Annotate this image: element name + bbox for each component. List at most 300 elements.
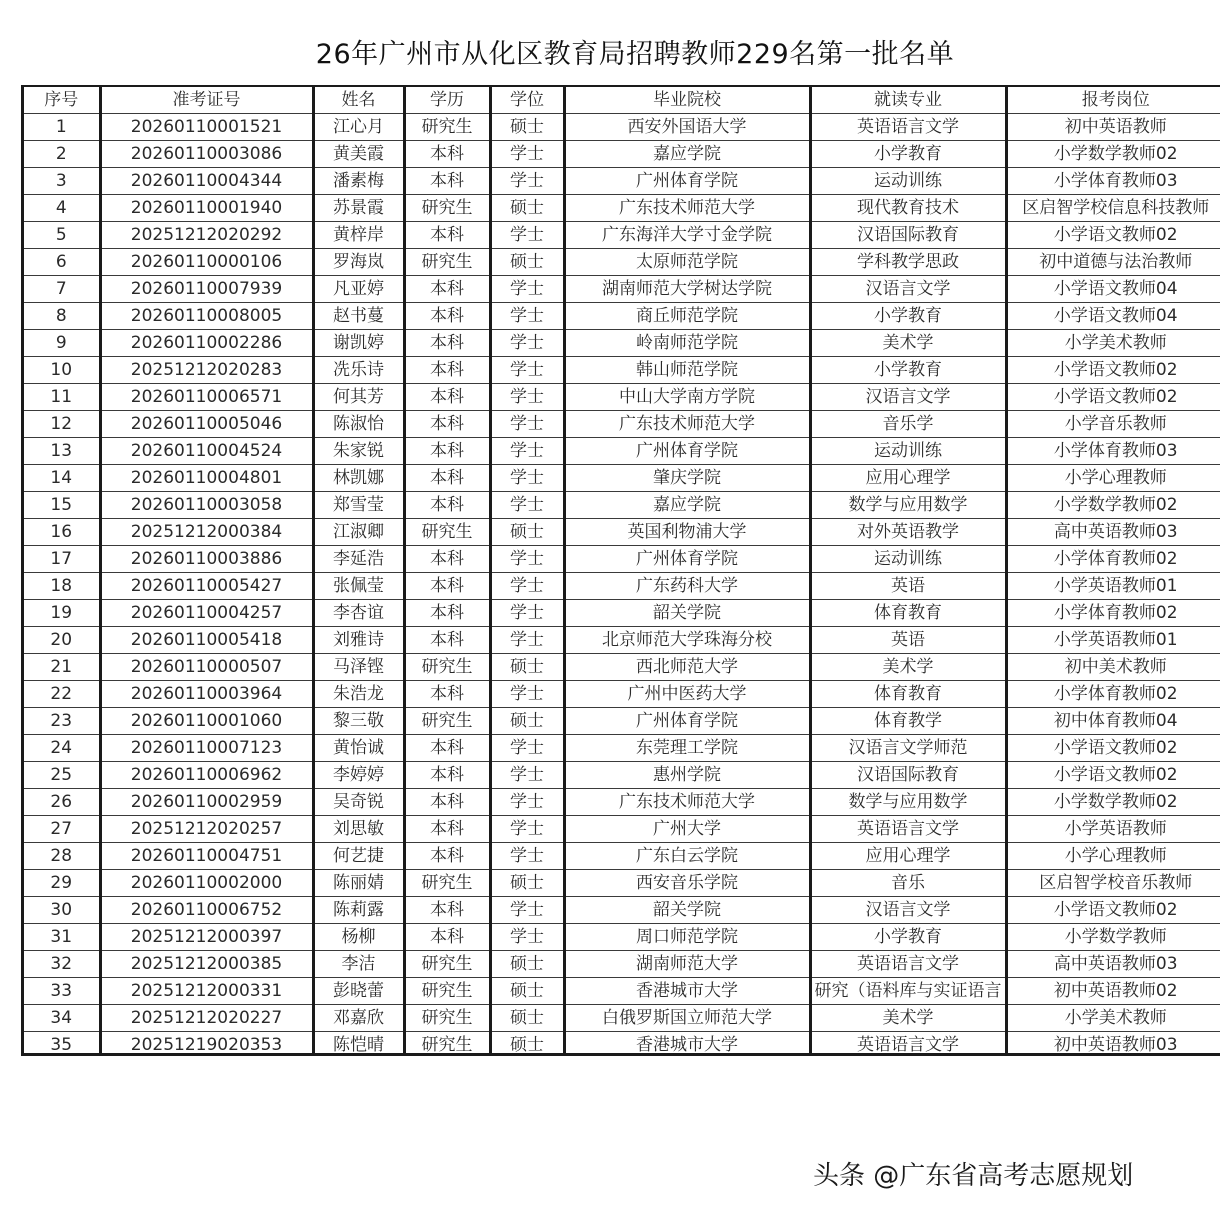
cell-degree: 学士: [490, 735, 564, 762]
cell-position: 小学数学教师02: [1006, 141, 1220, 168]
cell-school: 东莞理工学院: [564, 735, 810, 762]
table-row: [24, 951, 1220, 978]
cell-school: 广东海洋大学寸金学院: [564, 222, 810, 249]
cell-degree: 学士: [490, 600, 564, 627]
cell-education: 本科: [404, 735, 490, 762]
cell-education: 本科: [404, 789, 490, 816]
table-row: [24, 897, 1220, 924]
table-row: [24, 708, 1220, 735]
table-row: [24, 357, 1220, 384]
cell-education: 本科: [404, 141, 490, 168]
cell-degree: 硕士: [490, 249, 564, 276]
cell-position: 初中体育教师04: [1006, 708, 1220, 735]
cell-education: 研究生: [404, 870, 490, 897]
cell-position: 小学体育教师02: [1006, 600, 1220, 627]
cell-school: 广州中医药大学: [564, 681, 810, 708]
cell-degree: 学士: [490, 303, 564, 330]
cell-school: 西北师范大学: [564, 654, 810, 681]
cell-index: 11: [24, 384, 100, 411]
table-row: [24, 573, 1220, 600]
cell-index: 35: [24, 1032, 100, 1057]
cell-position: 小学语文教师02: [1006, 762, 1220, 789]
cell-position: 初中英语教师03: [1006, 1032, 1220, 1057]
cell-exam-id: 20260110004751: [100, 843, 313, 870]
cell-exam-id: 20260110004801: [100, 465, 313, 492]
roster-table-container: [21, 85, 1220, 1056]
cell-exam-id: 20260110001521: [100, 114, 313, 141]
cell-exam-id: 20251212000384: [100, 519, 313, 546]
cell-degree: 硕士: [490, 1032, 564, 1057]
cell-major: 应用心理学: [810, 465, 1006, 492]
cell-education: 本科: [404, 222, 490, 249]
cell-degree: 硕士: [490, 870, 564, 897]
cell-position: 小学语文教师02: [1006, 357, 1220, 384]
cell-exam-id: 20260110005418: [100, 627, 313, 654]
cell-name: 陈恺晴: [313, 1032, 404, 1057]
cell-name: 何艺捷: [313, 843, 404, 870]
cell-school: 广东技术师范大学: [564, 411, 810, 438]
cell-exam-id: 20260110006962: [100, 762, 313, 789]
table-row: [24, 978, 1220, 1005]
cell-major: 运动训练: [810, 546, 1006, 573]
cell-major: 运动训练: [810, 168, 1006, 195]
cell-degree: 学士: [490, 168, 564, 195]
cell-degree: 学士: [490, 627, 564, 654]
cell-school: 广东技术师范大学: [564, 789, 810, 816]
table-row: [24, 600, 1220, 627]
cell-education: 研究生: [404, 708, 490, 735]
cell-name: 李杏谊: [313, 600, 404, 627]
cell-position: 区启智学校音乐教师: [1006, 870, 1220, 897]
cell-degree: 学士: [490, 573, 564, 600]
cell-degree: 硕士: [490, 654, 564, 681]
cell-index: 4: [24, 195, 100, 222]
cell-exam-id: 20260110002959: [100, 789, 313, 816]
cell-major: 英语: [810, 573, 1006, 600]
cell-name: 陈淑怡: [313, 411, 404, 438]
cell-major: 汉语言文学: [810, 276, 1006, 303]
cell-name: 彭晓蕾: [313, 978, 404, 1005]
cell-index: 19: [24, 600, 100, 627]
cell-position: 小学语文教师04: [1006, 303, 1220, 330]
cell-school: 商丘师范学院: [564, 303, 810, 330]
cell-education: 本科: [404, 546, 490, 573]
cell-position: 高中英语教师03: [1006, 951, 1220, 978]
cell-education: 本科: [404, 843, 490, 870]
page-title: 26年广州市从化区教育局招聘教师229名第一批名单: [315, 39, 955, 70]
cell-major: 英语语言文学: [810, 816, 1006, 843]
cell-name: 马泽铿: [313, 654, 404, 681]
cell-exam-id: 20260110003086: [100, 141, 313, 168]
cell-degree: 硕士: [490, 519, 564, 546]
cell-name: 李延浩: [313, 546, 404, 573]
cell-index: 34: [24, 1005, 100, 1032]
cell-name: 黎三敬: [313, 708, 404, 735]
cell-name: 黄怡诚: [313, 735, 404, 762]
cell-exam-id: 20260110004257: [100, 600, 313, 627]
cell-education: 本科: [404, 681, 490, 708]
cell-index: 18: [24, 573, 100, 600]
cell-position: 小学英语教师: [1006, 816, 1220, 843]
cell-education: 本科: [404, 168, 490, 195]
cell-name: 朱家锐: [313, 438, 404, 465]
cell-name: 凡亚婷: [313, 276, 404, 303]
cell-name: 黄梓岸: [313, 222, 404, 249]
cell-exam-id: 20260110005427: [100, 573, 313, 600]
cell-exam-id: 20251212020292: [100, 222, 313, 249]
cell-school: 太原师范学院: [564, 249, 810, 276]
cell-major: 汉语言文学: [810, 897, 1006, 924]
table-row: [24, 168, 1220, 195]
table-row: [24, 411, 1220, 438]
cell-school: 中山大学南方学院: [564, 384, 810, 411]
cell-name: 李洁: [313, 951, 404, 978]
cell-degree: 学士: [490, 492, 564, 519]
cell-major: 汉语言文学师范: [810, 735, 1006, 762]
cell-exam-id: 20260110000507: [100, 654, 313, 681]
cell-school: 嘉应学院: [564, 141, 810, 168]
cell-school: 周口师范学院: [564, 924, 810, 951]
cell-exam-id: 20251212000385: [100, 951, 313, 978]
cell-school: 广东药科大学: [564, 573, 810, 600]
cell-exam-id: 20260110004524: [100, 438, 313, 465]
cell-index: 8: [24, 303, 100, 330]
cell-degree: 学士: [490, 222, 564, 249]
cell-degree: 学士: [490, 762, 564, 789]
cell-education: 研究生: [404, 114, 490, 141]
cell-position: 小学英语教师01: [1006, 573, 1220, 600]
cell-position: 小学心理教师: [1006, 465, 1220, 492]
cell-degree: 学士: [490, 438, 564, 465]
table-row: [24, 141, 1220, 168]
cell-major: 体育教学: [810, 708, 1006, 735]
cell-position: 高中英语教师03: [1006, 519, 1220, 546]
cell-major: 音乐学: [810, 411, 1006, 438]
table-row: [24, 627, 1220, 654]
cell-exam-id: 20260110003058: [100, 492, 313, 519]
cell-position: 小学语文教师02: [1006, 735, 1220, 762]
cell-position: 小学英语教师01: [1006, 627, 1220, 654]
cell-school: 西安外国语大学: [564, 114, 810, 141]
table-row: [24, 195, 1220, 222]
cell-position: 小学心理教师: [1006, 843, 1220, 870]
table-row: [24, 519, 1220, 546]
table-row: [24, 249, 1220, 276]
cell-index: 2: [24, 141, 100, 168]
cell-major: 英语语言文学: [810, 114, 1006, 141]
cell-index: 12: [24, 411, 100, 438]
cell-index: 31: [24, 924, 100, 951]
cell-index: 6: [24, 249, 100, 276]
cell-major: 汉语言文学: [810, 384, 1006, 411]
cell-major: 美术学: [810, 330, 1006, 357]
cell-name: 苏景霞: [313, 195, 404, 222]
cell-education: 本科: [404, 411, 490, 438]
table-row: [24, 492, 1220, 519]
column-header-name: 姓名: [313, 87, 404, 114]
cell-major: 数学与应用数学: [810, 789, 1006, 816]
cell-name: 郑雪莹: [313, 492, 404, 519]
table-row: [24, 735, 1220, 762]
cell-degree: 学士: [490, 411, 564, 438]
table-header-row: [24, 87, 1220, 114]
cell-exam-id: 20260110007939: [100, 276, 313, 303]
cell-degree: 硕士: [490, 951, 564, 978]
table-row: [24, 438, 1220, 465]
cell-position: 初中道德与法治教师: [1006, 249, 1220, 276]
table-row: [24, 276, 1220, 303]
cell-education: 研究生: [404, 1032, 490, 1057]
cell-major: 美术学: [810, 1005, 1006, 1032]
cell-school: 湖南师范大学: [564, 951, 810, 978]
cell-position: 小学语文教师04: [1006, 276, 1220, 303]
cell-major: 学科教学思政: [810, 249, 1006, 276]
cell-major: 美术学: [810, 654, 1006, 681]
cell-name: 江心月: [313, 114, 404, 141]
cell-exam-id: 20260110005046: [100, 411, 313, 438]
cell-position: 小学语文教师02: [1006, 384, 1220, 411]
cell-position: 小学数学教师02: [1006, 789, 1220, 816]
cell-position: 小学数学教师02: [1006, 492, 1220, 519]
cell-school: 肇庆学院: [564, 465, 810, 492]
column-header-education: 学历: [404, 87, 490, 114]
roster-body: [24, 114, 1220, 1057]
cell-major: 英语: [810, 627, 1006, 654]
cell-school: 香港城市大学: [564, 978, 810, 1005]
cell-education: 本科: [404, 897, 490, 924]
cell-exam-id: 20260110000106: [100, 249, 313, 276]
cell-school: 嘉应学院: [564, 492, 810, 519]
table-row: [24, 681, 1220, 708]
cell-major: 现代教育技术: [810, 195, 1006, 222]
cell-index: 29: [24, 870, 100, 897]
table-row: [24, 1032, 1220, 1057]
cell-position: 小学体育教师03: [1006, 168, 1220, 195]
cell-index: 20: [24, 627, 100, 654]
table-row: [24, 843, 1220, 870]
cell-name: 黄美霞: [313, 141, 404, 168]
cell-index: 25: [24, 762, 100, 789]
table-row: [24, 870, 1220, 897]
cell-exam-id: 20251212020227: [100, 1005, 313, 1032]
cell-name: 邓嘉欣: [313, 1005, 404, 1032]
cell-education: 研究生: [404, 1005, 490, 1032]
cell-degree: 学士: [490, 330, 564, 357]
cell-index: 32: [24, 951, 100, 978]
column-header-index: 序号: [24, 87, 100, 114]
cell-major: 音乐: [810, 870, 1006, 897]
cell-degree: 学士: [490, 357, 564, 384]
cell-name: 潘素梅: [313, 168, 404, 195]
cell-degree: 学士: [490, 843, 564, 870]
cell-major: 英语语言文学: [810, 951, 1006, 978]
table-row: [24, 762, 1220, 789]
cell-major: 应用心理学: [810, 843, 1006, 870]
cell-exam-id: 20251212020283: [100, 357, 313, 384]
cell-school: 广州体育学院: [564, 438, 810, 465]
cell-education: 本科: [404, 465, 490, 492]
cell-index: 17: [24, 546, 100, 573]
cell-index: 21: [24, 654, 100, 681]
cell-position: 小学体育教师03: [1006, 438, 1220, 465]
cell-index: 1: [24, 114, 100, 141]
cell-exam-id: 20251212020257: [100, 816, 313, 843]
cell-degree: 硕士: [490, 195, 564, 222]
cell-degree: 学士: [490, 546, 564, 573]
column-header-major: 就读专业: [810, 87, 1006, 114]
cell-index: 15: [24, 492, 100, 519]
cell-education: 本科: [404, 492, 490, 519]
cell-name: 何其芳: [313, 384, 404, 411]
cell-index: 3: [24, 168, 100, 195]
cell-degree: 硕士: [490, 708, 564, 735]
cell-degree: 硕士: [490, 978, 564, 1005]
cell-index: 24: [24, 735, 100, 762]
cell-education: 本科: [404, 357, 490, 384]
cell-major: 体育教育: [810, 600, 1006, 627]
cell-name: 冼乐诗: [313, 357, 404, 384]
cell-education: 研究生: [404, 978, 490, 1005]
cell-major: 汉语国际教育: [810, 762, 1006, 789]
cell-school: 香港城市大学: [564, 1032, 810, 1057]
cell-major: 研究（语料库与实证语言: [810, 978, 1006, 1005]
cell-education: 研究生: [404, 249, 490, 276]
cell-school: 湖南师范大学树达学院: [564, 276, 810, 303]
cell-position: 小学体育教师02: [1006, 681, 1220, 708]
cell-exam-id: 20260110008005: [100, 303, 313, 330]
cell-major: 小学教育: [810, 141, 1006, 168]
table-row: [24, 222, 1220, 249]
cell-index: 26: [24, 789, 100, 816]
table-row: [24, 303, 1220, 330]
cell-exam-id: 20260110002286: [100, 330, 313, 357]
cell-major: 小学教育: [810, 357, 1006, 384]
cell-name: 李婷婷: [313, 762, 404, 789]
cell-degree: 学士: [490, 141, 564, 168]
cell-education: 本科: [404, 600, 490, 627]
table-row: [24, 384, 1220, 411]
cell-position: 小学数学教师: [1006, 924, 1220, 951]
cell-major: 小学教育: [810, 924, 1006, 951]
table-row: [24, 1005, 1220, 1032]
cell-school: 西安音乐学院: [564, 870, 810, 897]
cell-education: 研究生: [404, 951, 490, 978]
cell-degree: 学士: [490, 384, 564, 411]
column-header-degree: 学位: [490, 87, 564, 114]
cell-degree: 学士: [490, 276, 564, 303]
cell-name: 江淑卿: [313, 519, 404, 546]
cell-education: 本科: [404, 384, 490, 411]
cell-school: 韶关学院: [564, 600, 810, 627]
cell-position: 小学美术教师: [1006, 330, 1220, 357]
cell-name: 赵书蔓: [313, 303, 404, 330]
cell-name: 陈丽婧: [313, 870, 404, 897]
cell-education: 研究生: [404, 195, 490, 222]
cell-name: 刘雅诗: [313, 627, 404, 654]
cell-school: 韩山师范学院: [564, 357, 810, 384]
cell-school: 广州大学: [564, 816, 810, 843]
cell-exam-id: 20251219020353: [100, 1032, 313, 1057]
roster-table: [24, 87, 1220, 1056]
cell-index: 16: [24, 519, 100, 546]
cell-major: 汉语国际教育: [810, 222, 1006, 249]
column-header-exam-id: 准考证号: [100, 87, 313, 114]
cell-name: 吴奇锐: [313, 789, 404, 816]
cell-name: 林凯娜: [313, 465, 404, 492]
cell-education: 本科: [404, 438, 490, 465]
cell-position: 初中美术教师: [1006, 654, 1220, 681]
cell-education: 研究生: [404, 519, 490, 546]
cell-degree: 学士: [490, 681, 564, 708]
cell-index: 30: [24, 897, 100, 924]
cell-name: 张佩莹: [313, 573, 404, 600]
cell-index: 10: [24, 357, 100, 384]
cell-position: 小学语文教师02: [1006, 222, 1220, 249]
cell-education: 本科: [404, 762, 490, 789]
cell-index: 9: [24, 330, 100, 357]
cell-exam-id: 20251212000397: [100, 924, 313, 951]
cell-degree: 学士: [490, 465, 564, 492]
cell-position: 小学语文教师02: [1006, 897, 1220, 924]
cell-school: 英国利物浦大学: [564, 519, 810, 546]
cell-index: 5: [24, 222, 100, 249]
cell-position: 区启智学校信息科技教师: [1006, 195, 1220, 222]
cell-exam-id: 20260110002000: [100, 870, 313, 897]
cell-index: 7: [24, 276, 100, 303]
column-header-position: 报考岗位: [1006, 87, 1220, 114]
cell-degree: 硕士: [490, 1005, 564, 1032]
cell-school: 广州体育学院: [564, 546, 810, 573]
cell-education: 本科: [404, 924, 490, 951]
cell-exam-id: 20251212000331: [100, 978, 313, 1005]
cell-position: 初中英语教师: [1006, 114, 1220, 141]
cell-exam-id: 20260110003964: [100, 681, 313, 708]
cell-index: 27: [24, 816, 100, 843]
cell-index: 33: [24, 978, 100, 1005]
cell-position: 初中英语教师02: [1006, 978, 1220, 1005]
cell-name: 朱浩龙: [313, 681, 404, 708]
cell-index: 22: [24, 681, 100, 708]
cell-name: 谢凯婷: [313, 330, 404, 357]
cell-position: 小学音乐教师: [1006, 411, 1220, 438]
cell-education: 本科: [404, 573, 490, 600]
cell-education: 本科: [404, 816, 490, 843]
cell-exam-id: 20260110006752: [100, 897, 313, 924]
cell-exam-id: 20260110004344: [100, 168, 313, 195]
cell-name: 陈莉露: [313, 897, 404, 924]
cell-major: 对外英语教学: [810, 519, 1006, 546]
cell-name: 刘思敏: [313, 816, 404, 843]
cell-school: 广州体育学院: [564, 168, 810, 195]
cell-education: 本科: [404, 330, 490, 357]
cell-major: 运动训练: [810, 438, 1006, 465]
cell-exam-id: 20260110007123: [100, 735, 313, 762]
table-row: [24, 465, 1220, 492]
cell-school: 惠州学院: [564, 762, 810, 789]
cell-degree: 硕士: [490, 114, 564, 141]
cell-education: 本科: [404, 303, 490, 330]
cell-education: 本科: [404, 276, 490, 303]
cell-exam-id: 20260110003886: [100, 546, 313, 573]
cell-exam-id: 20260110001940: [100, 195, 313, 222]
cell-position: 小学美术教师: [1006, 1005, 1220, 1032]
cell-index: 14: [24, 465, 100, 492]
cell-major: 小学教育: [810, 303, 1006, 330]
table-row: [24, 654, 1220, 681]
table-row: [24, 924, 1220, 951]
table-row: [24, 330, 1220, 357]
cell-school: 北京师范大学珠海分校: [564, 627, 810, 654]
